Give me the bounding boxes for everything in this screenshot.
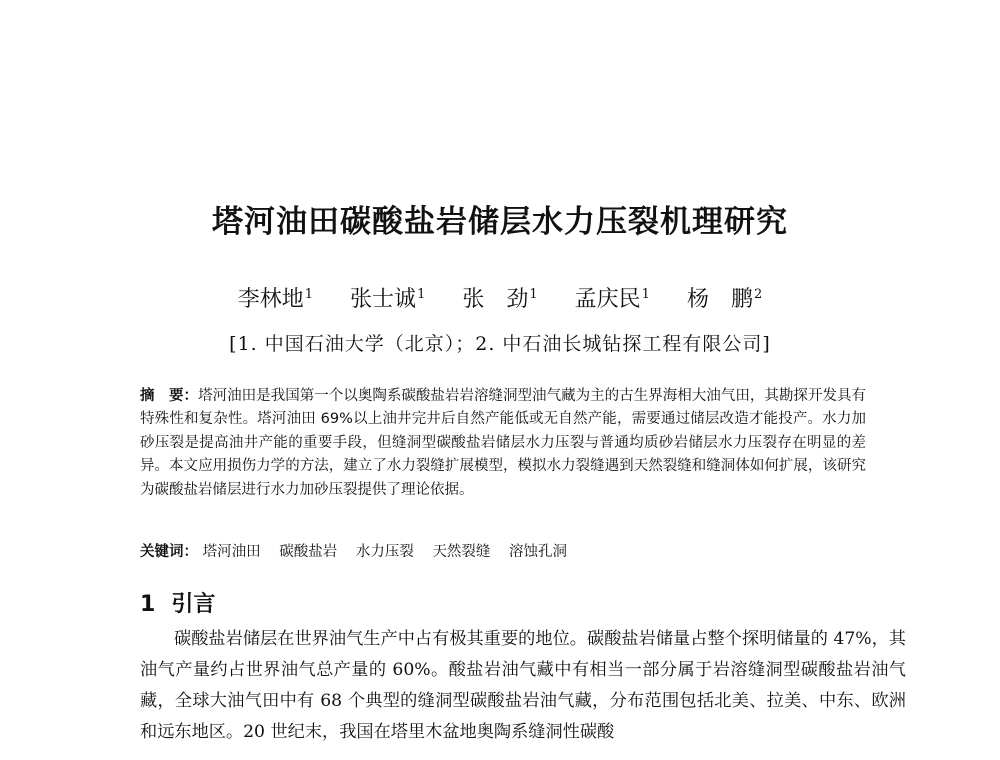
author-affiliation-mark: 2 (753, 286, 763, 302)
keyword: 水力压裂 (355, 544, 414, 560)
author-affiliation-mark: 1 (417, 286, 426, 302)
paragraph-text: 碳酸盐岩储层在世界油气生产中占有极其重要的地位。碳酸盐岩储量占整个探明储量的 47%，其油气产量约占世界油气总产量的 60%。酸盐岩油气藏中有相当一部分属于岩溶缝洞型碳酸盐岩油气藏，全球大油气田中有 68 个典型的缝洞型碳酸盐岩油气藏，分布范围包括北美、拉美、中东、欧洲和远东地区。20 世纪末，我国在塔里木盆地奥陶系缝洞性碳酸 (140, 629, 906, 742)
abstract (140, 385, 866, 502)
keyword: 碳酸盐岩 (279, 544, 338, 560)
author-affiliation-mark: 1 (529, 286, 538, 302)
author (462, 282, 537, 313)
keyword: 塔河油田 (202, 544, 261, 560)
author-name: 张士诚 (350, 287, 417, 312)
keywords-label: 关键词： (140, 544, 198, 560)
body-text (140, 624, 906, 748)
affiliations: [1. 中国石油大学（北京）；2. 中石油长城钻探工程有限公司] (229, 333, 771, 355)
section-title: 引言 (171, 592, 216, 617)
author (575, 282, 650, 313)
author-name: 李林地 (237, 287, 304, 312)
section-heading (140, 587, 215, 618)
author (350, 282, 425, 313)
author-name: 张 劲 (462, 287, 529, 312)
abstract-text: 塔河油田是我国第一个以奥陶系碳酸盐岩岩溶缝洞型油气藏为主的古生界海相大油气田，其勘探开发具有特殊性和复杂性。塔河油田 69%以上油井完井后自然产能低或无自然产能，需要通过储层改造才能投产。水力加砂压裂是提高油井产能的重要手段，但缝洞型碳酸盐岩储层水力压裂与普通均质砂岩储层水力压裂存在明显的差异。本文应用损伤力学的方法，建立了水力裂缝扩展模型，模拟水力裂缝遇到天然裂缝和缝洞体如何扩展，该研究为碳酸盐岩储层进行水力加砂压裂提供了理论依据。 (140, 388, 867, 498)
author-affiliation-mark: 1 (641, 286, 650, 302)
keyword: 溶蚀孔洞 (509, 544, 568, 560)
author (687, 282, 762, 313)
author-affiliation-mark: 1 (304, 286, 314, 302)
abstract-label: 摘 要： (140, 388, 199, 404)
author-list (0, 282, 1000, 313)
author-name: 孟庆民 (574, 287, 641, 312)
keyword: 天然裂缝 (432, 544, 491, 560)
paragraph (140, 624, 906, 748)
section-number: 1 (140, 592, 156, 617)
keywords (140, 540, 866, 561)
author (238, 282, 313, 313)
author-name: 杨 鹏 (686, 287, 753, 312)
paper-title: 塔河油田碳酸盐岩储层水力压裂机理研究 (212, 204, 788, 240)
